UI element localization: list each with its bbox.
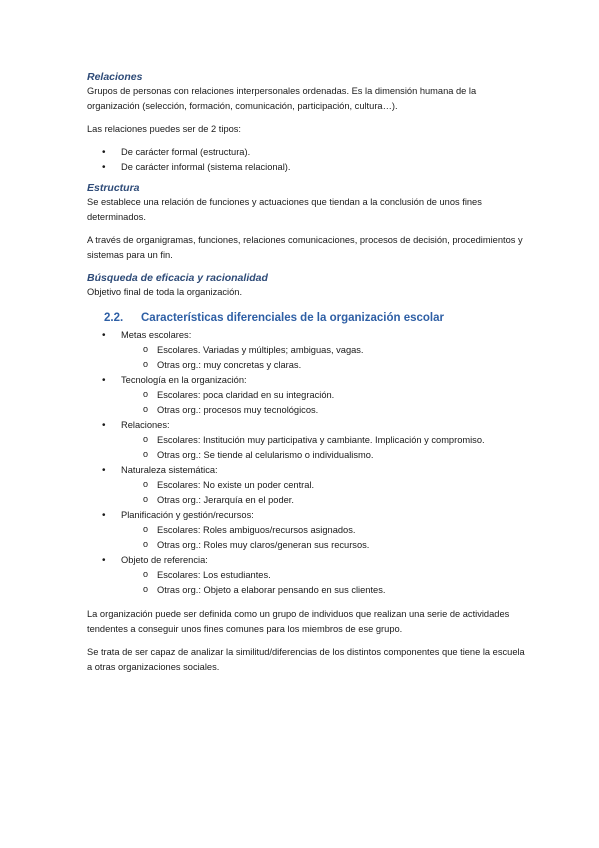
sub-list-item: o Escolares: No existe un poder central. [121, 478, 527, 493]
heading-busqueda: Búsqueda de eficacia y racionalidad [87, 272, 268, 284]
list-item: • De carácter informal (sistema relacional). [87, 160, 527, 175]
sub-list-item: o Otras org.: muy concretas y claras. [121, 358, 527, 373]
sub-list-item: o Otras org.: Jerarquía en el poder. [121, 493, 527, 508]
heading-estructura: Estructura [87, 182, 140, 194]
paragraph: La organización puede ser definida como un grupo de individuos que realizan una serie de actividades tendentes a conseguir unos fines comunes para los miembros de ese grupo. [87, 609, 510, 634]
list-item: • De carácter formal (estructura). [87, 145, 527, 160]
caracteristicas-list [87, 328, 527, 598]
sub-list-item: o Escolares: poca claridad en su integración. [121, 388, 527, 403]
tipos-list [87, 145, 527, 175]
list-item: • Relaciones: o Escolares: Institución muy participativa y cambiante. Implicación y compromiso. o Otras org.: Se tiende al celularismo o individualismo. [87, 418, 527, 463]
sub-list-item: o Escolares: Roles ambiguos/recursos asignados. [121, 523, 527, 538]
paragraph: Grupos de personas con relaciones interpersonales ordenadas. Es la dimensión humana de la organización (selección, formación, comunicación, participación, cultura…). [87, 86, 477, 111]
paragraph: Objetivo final de toda la organización. [87, 287, 243, 297]
sub-list-item: o Otras org.: Objeto a elaborar pensando en sus clientes. [121, 583, 527, 598]
sub-list-item: o Escolares. Variadas y múltiples; ambiguas, vagas. [121, 343, 527, 358]
list-item: • Objeto de referencia: o Escolares: Los estudiantes. o Otras org.: Objeto a elaborar pensando en sus clientes. [87, 553, 527, 598]
sub-list-item: o Otras org.: Se tiende al celularismo o individualismo. [121, 448, 527, 463]
sub-list-item: o Escolares: Los estudiantes. [121, 568, 527, 583]
section-title: Características diferenciales de la organización escolar [141, 312, 444, 324]
list-item: • Planificación y gestión/recursos: o Escolares: Roles ambiguos/recursos asignados. o Otras org.: Roles muy claros/generan sus recursos. [87, 508, 527, 553]
paragraph: Se trata de ser capaz de analizar la similitud/diferencias de los distintos componentes que tiene la escuela a otras organizaciones sociales. [87, 647, 525, 672]
sub-list-item: o Otras org.: procesos muy tecnológicos. [121, 403, 527, 418]
document-page [87, 70, 527, 675]
heading-relaciones: Relaciones [87, 71, 143, 83]
section-heading [87, 310, 527, 326]
sub-list-item: o Escolares: Institución muy participativa y cambiante. Implicación y compromiso. [121, 433, 527, 448]
list-item: • Tecnología en la organización: o Escolares: poca claridad en su integración. o Otras org.: procesos muy tecnológicos. [87, 373, 527, 418]
sub-list-item: o Otras org.: Roles muy claros/generan sus recursos. [121, 538, 527, 553]
section-number: 2.2. [104, 312, 124, 324]
list-item: • Metas escolares: o Escolares. Variadas y múltiples; ambiguas, vagas. o Otras org.: muy concretas y claras. [87, 328, 527, 373]
paragraph: Se establece una relación de funciones y actuaciones que tiendan a la conclusión de unos fines determinados. [87, 197, 482, 222]
paragraph: Las relaciones puedes ser de 2 tipos: [87, 124, 242, 134]
paragraph: A través de organigramas, funciones, relaciones comunicaciones, procesos de decisión, procedimientos y sistemas para un fin. [87, 235, 523, 260]
list-item: • Naturaleza sistemática: o Escolares: No existe un poder central. o Otras org.: Jerarquía en el poder. [87, 463, 527, 508]
